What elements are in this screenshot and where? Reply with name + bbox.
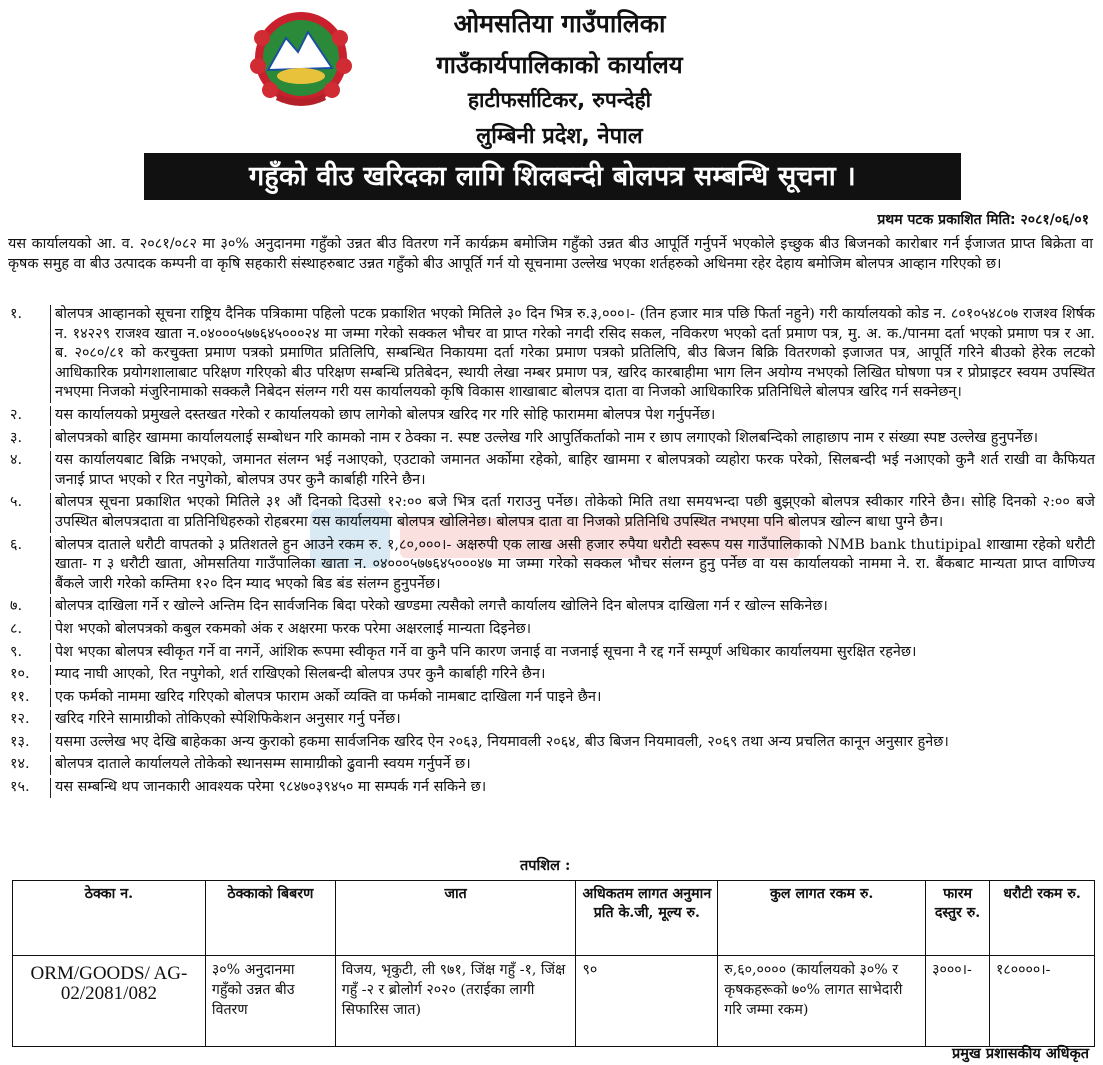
list-item (0, 406, 1103, 426)
schedule-header-row (13, 881, 1095, 956)
condition-text: पेश भएको बोलपत्रको कबुल रकमको अंक र अक्षरमा फरक परेमा अक्षरलाई मान्यता दिइनेछ। (50, 620, 1095, 640)
condition-number: २. (10, 406, 23, 423)
intro-paragraph: यस कार्यालयको आ. व. २०८१/०८२ मा ३०% अनुदानमा गहुँको उन्नत बीउ वितरण गर्ने कार्यक्रम बमोजिम गहुँको उन्नत बीउ आपूर्ति गर्नुपर्ने भएकोले इच्छुक बीउ बिजनको कारोबार गर्न ईजाजत प्राप्त बिक्रेता वा कृषक समुह वा बीउ उत्पादक कम्पनी वा कृषि सहकारी संस्थाहरुबाट उन्नत गहुँको बीउ आपूर्ति गर्न यो सूचनामा उल्लेख भएका शर्तहरुको अधिनमा रहेर देहाय बमोजिम बोलपत्र आव्हान गरिएको छ। (8, 236, 1093, 272)
condition-text: पेश भएका बोलपत्र स्वीकृत गर्ने वा नगर्ने, आंशिक रूपमा स्वीकृत गर्ने वा कुनै पनि कारण जनाई वा नजनाई सूचना नै रद्द गर्ने सम्पूर्ण अधिकार कार्यालयमा सुरक्षित रहनेछ। (50, 643, 1095, 663)
col-total-cost: कुल लागत रकम रु. (718, 881, 926, 956)
condition-number: ८. (10, 620, 23, 637)
list-item (0, 597, 1103, 617)
condition-number: १०. (10, 666, 30, 683)
list-item (0, 429, 1103, 449)
condition-text: म्याद नाघी आएको, रित नपुगेको, शर्त राखिएको सिलबन्दी बोलपत्र उपर कुनै कार्बाही गरिने छैन। (50, 665, 1095, 685)
condition-number: १५. (10, 779, 30, 796)
condition-number: ५. (10, 494, 23, 511)
list-item (0, 688, 1103, 708)
condition-number: १. (10, 306, 23, 322)
condition-text: यस सम्बन्धि थप जानकारी आवश्यक परेमा ९८४७०३९४५० मा सम्पर्क गर्न सकिने छ। (50, 778, 1095, 798)
list-item (0, 755, 1103, 775)
cell-description: ३०% अनुदानमा गहुँको उन्नत बीउ वितरण (205, 956, 335, 1047)
condition-text: बोलपत्र दाताले कार्यालयले तोकेको स्थानसम्म सामाग्रीको ढुवानी स्वयम गर्नुपर्ने छ। (50, 755, 1095, 775)
condition-text: बोलपत्र आव्हानको सूचना राष्ट्रिय दैनिक पत्रिकामा पहिलो पटक प्रकाशित भएको मितिले ३० दिन भित्र रु.३,०००।- (तिन हजार मात्र पछि फिर्ता नहुने) गरी कार्यालयको कोड न. ८०१०५४८०७ राजश्व शिर्षक न. १४२२९ राजश्व खाता न.०४०००५७७६४५०००२४ मा जम्मा गरेको सक्कल भौचर वा प्राप्त गरेको नगदी रसिद सकल, नविकरण भएको दर्ता प्रमाण पत्र, मु. अ. क./पानमा दर्ता भएको प्रमाण पत्र र आ. ब. २०८०/८१ को करचुक्ता प्रमाण पत्रको प्रमाणित प्रतिलिपि, सम्बन्धित निकायमा दर्ता गरेका प्रमाण पत्रको प्रतिलिपि, बीउ बिजन बिक्रि वितरणको इजाजत पत्र, आपूर्ति गरिने बीउको हेरेक लटको आधिकारिक प्रयोगशालाबाट परिक्षण गरिएको बीउ परिक्षण सम्बन्धि प्रतिबेदन, स्थायी लेखा नम्बर प्रमाण पत्र, खरिद कारबाहीमा भाग लिन अयोग्य नभएको लिखित घोषणा पत्र र प्रोप्राइटर स्वयम उपस्थित नभएमा निजको मंजुरिनामाको सक्कलै निबेदन संलग्न गरी यस कार्यालयको कृषि विकास शाखाबाट बोलपत्र दाता वा निजको आधिकारिक प्रतिनिधिले बोलपत्र खरिद गर्न सक्नेछन्। (50, 305, 1095, 403)
cell-form-fee: ३०००।- (926, 956, 990, 1047)
condition-number: ११. (10, 688, 30, 705)
list-item (0, 451, 1103, 490)
col-form-fee: फारम दस्तुर रु. (926, 881, 990, 956)
col-max-cost: अधिकतम लागत अनुमान प्रति के.जी, मूल्य रु. (576, 881, 718, 956)
condition-text: बोलपत्रको बाहिर खाममा कार्यालयलाई सम्बोधन गरि कामको नाम र ठेक्का न. स्पष्ट उल्लेख गरि आपुर्तिकर्ताको नाम र छाप लगाएको शिलबन्दिको लाहाछाप नाम र संख्या स्पष्ट उल्लेख हुनुपर्नेछ। (50, 429, 1095, 449)
cell-deposit: १८००००।- (990, 956, 1095, 1047)
condition-text: यस कार्यालयबाट बिक्रि नभएको, जमानत संलग्न भई नआएको, एउटाको जमानत अर्कोमा रहेको, बाहिर खाममा र बोलपत्रको व्यहोरा फरक परेको, सिलबन्दी भई नआएको कुनै शर्त राखी वा कैफियत जनाई प्राप्त भएको र रित नपुगेको, बोलपत्र उपर कुनै कार्बाही गरिने छैन। (50, 451, 1095, 490)
list-item (0, 493, 1103, 532)
condition-text: खरिद गरिने सामाग्रीको तोकिएको स्पेशिफिकेशन अनुसार गर्नु पर्नेछ। (50, 710, 1095, 730)
condition-number: ३. (10, 429, 23, 446)
condition-text: बोलपत्र दाखिला गर्ने र खोल्ने अन्तिम दिन सार्वजनिक बिदा परेको खण्डमा त्यसैको लगत्तै कार्यालय खोलिने दिन बोलपत्र दाखिला गर्न र खोल्न सकिनेछ। (50, 597, 1095, 617)
schedule-title: तपशिल : (520, 857, 571, 874)
condition-number: १४. (10, 756, 30, 773)
list-item (0, 665, 1103, 685)
condition-number: १२. (10, 711, 30, 728)
conditions-list (0, 305, 1103, 801)
office-name: गाउँकार्यपालिकाको कार्यालय (436, 51, 683, 79)
col-description: ठेक्काको बिबरण (205, 881, 335, 956)
list-item (0, 536, 1103, 595)
condition-text: यस कार्यालयको प्रमुखले दस्तखत गरेको र कार्यालयको छाप लागेको बोलपत्र खरिद गर गरि सोहि फाराममा बोलपत्र पेश गर्नुपर्नेछ। (50, 406, 1095, 426)
condition-number: १३. (10, 733, 30, 750)
list-item (0, 778, 1103, 798)
publication-date: प्रथम पटक प्रकाशित मिति: २०८१/०६/०१ (877, 212, 1089, 228)
condition-text: यसमा उल्लेख भए देखि बाहेकका अन्य कुराको हकमा सार्वजनिक खरिद ऐन २०६३, नियमावली २०६४, बीउ बिजन नियमावली, २०६९ तथा अन्य प्रचलित कानून अनुसार हुनेछ। (50, 733, 1095, 753)
condition-number: ९. (10, 643, 23, 660)
signatory-title: प्रमुख प्रशासकीय अधिकृत (952, 1045, 1089, 1062)
condition-number: ६. (10, 536, 23, 553)
condition-number: ४. (10, 452, 23, 469)
office-location: हाटीफर्साटिकर, रुपन्देही (467, 88, 652, 112)
list-item (0, 710, 1103, 730)
cell-tender-no: ORM/GOODS/ AG-02/2081/082 (13, 956, 206, 1047)
notice-title: गहुँको वीउ खरिदका लागि शिलबन्दी बोलपत्र सम्बन्धि सूचना । (144, 153, 961, 200)
municipality-name: ओमसतिया गाउँपालिका (453, 9, 666, 38)
cell-total-cost: रु,६०,०००० (कार्यालयको ३०% र कृषकहरूको ७०% लागत साभेदारी गरि जम्मा रकम) (718, 956, 926, 1047)
cell-variety: विजय, भृकुटी, ली ९७१, जिंक्ष गहुँ -१, जिंक्ष गहुँ -२ र ब्रोलोर्ग २०२० (तराईका लागी सिफारिस जात) (335, 956, 576, 1047)
list-item (0, 733, 1103, 753)
condition-text: एक फर्मको नाममा खरिद गरिएको बोलपत्र फाराम अर्को व्यक्ति वा फर्मको नामबाट दाखिला गर्न पाइने छैन। (50, 688, 1095, 708)
condition-text: बोलपत्र सूचना प्रकाशित भएको मितिले ३१ औं दिनको दिउसो १२:०० बजे भित्र दर्ता गराउनु पर्नेछ। तोकेको मिति तथा समयभन्दा पछी बुझ्एको बोलपत्र स्वीकार गरिने छैन। सोहि दिनको २:०० बजे उपस्थित बोलपत्रदाता वा प्रतिनिधिहरुको रोहबरमा यस कार्यालयमा बोलपत्र खोलिनेछ। बोलपत्र दाता वा निजको प्रतिनिधि उपस्थित नभएमा पनि बोलपत्र खोल्न बाधा पुग्ने छैन। (50, 493, 1095, 532)
schedule-table (12, 880, 1095, 1047)
condition-text: बोलपत्र दाताले धरौटी वापतको ३ प्रतिशतले हुन आउने रकम रु. १,८०,०००।- अक्षरुपी एक लाख असी हजार रुपैया धरौटी स्वरूप यस गाउँपालिकाको NMB bank thutipipal शाखामा रहेको धरौटी खाता- ग ३ धरौटी खाता, ओमसतिया गाउँपालिका खाता न. ०४०००५७७६४५०००४७ मा जम्मा गरेको सक्कल भौचर संलग्न हुनु पर्नेछ वा यस कार्यालयको नाममा ने. रा. बैंकबाट मान्यता प्राप्त वाणिज्य बैंकले जारी गरेको कम्तिमा १२० दिन म्याद भएको बिड बंड संलग्न हुनुपर्नेछ। (50, 536, 1095, 595)
col-tender-no: ठेक्का न. (13, 881, 206, 956)
condition-number: ७. (10, 598, 23, 615)
col-deposit: धरौटी रकम रु. (990, 881, 1095, 956)
list-item (0, 305, 1103, 403)
province-country: लुम्बिनी प्रदेश, नेपाल (476, 124, 643, 149)
list-item (0, 643, 1103, 663)
list-item (0, 620, 1103, 640)
col-variety: जात (335, 881, 576, 956)
table-row (13, 956, 1095, 1047)
cell-max-cost: ९० (576, 956, 718, 1047)
